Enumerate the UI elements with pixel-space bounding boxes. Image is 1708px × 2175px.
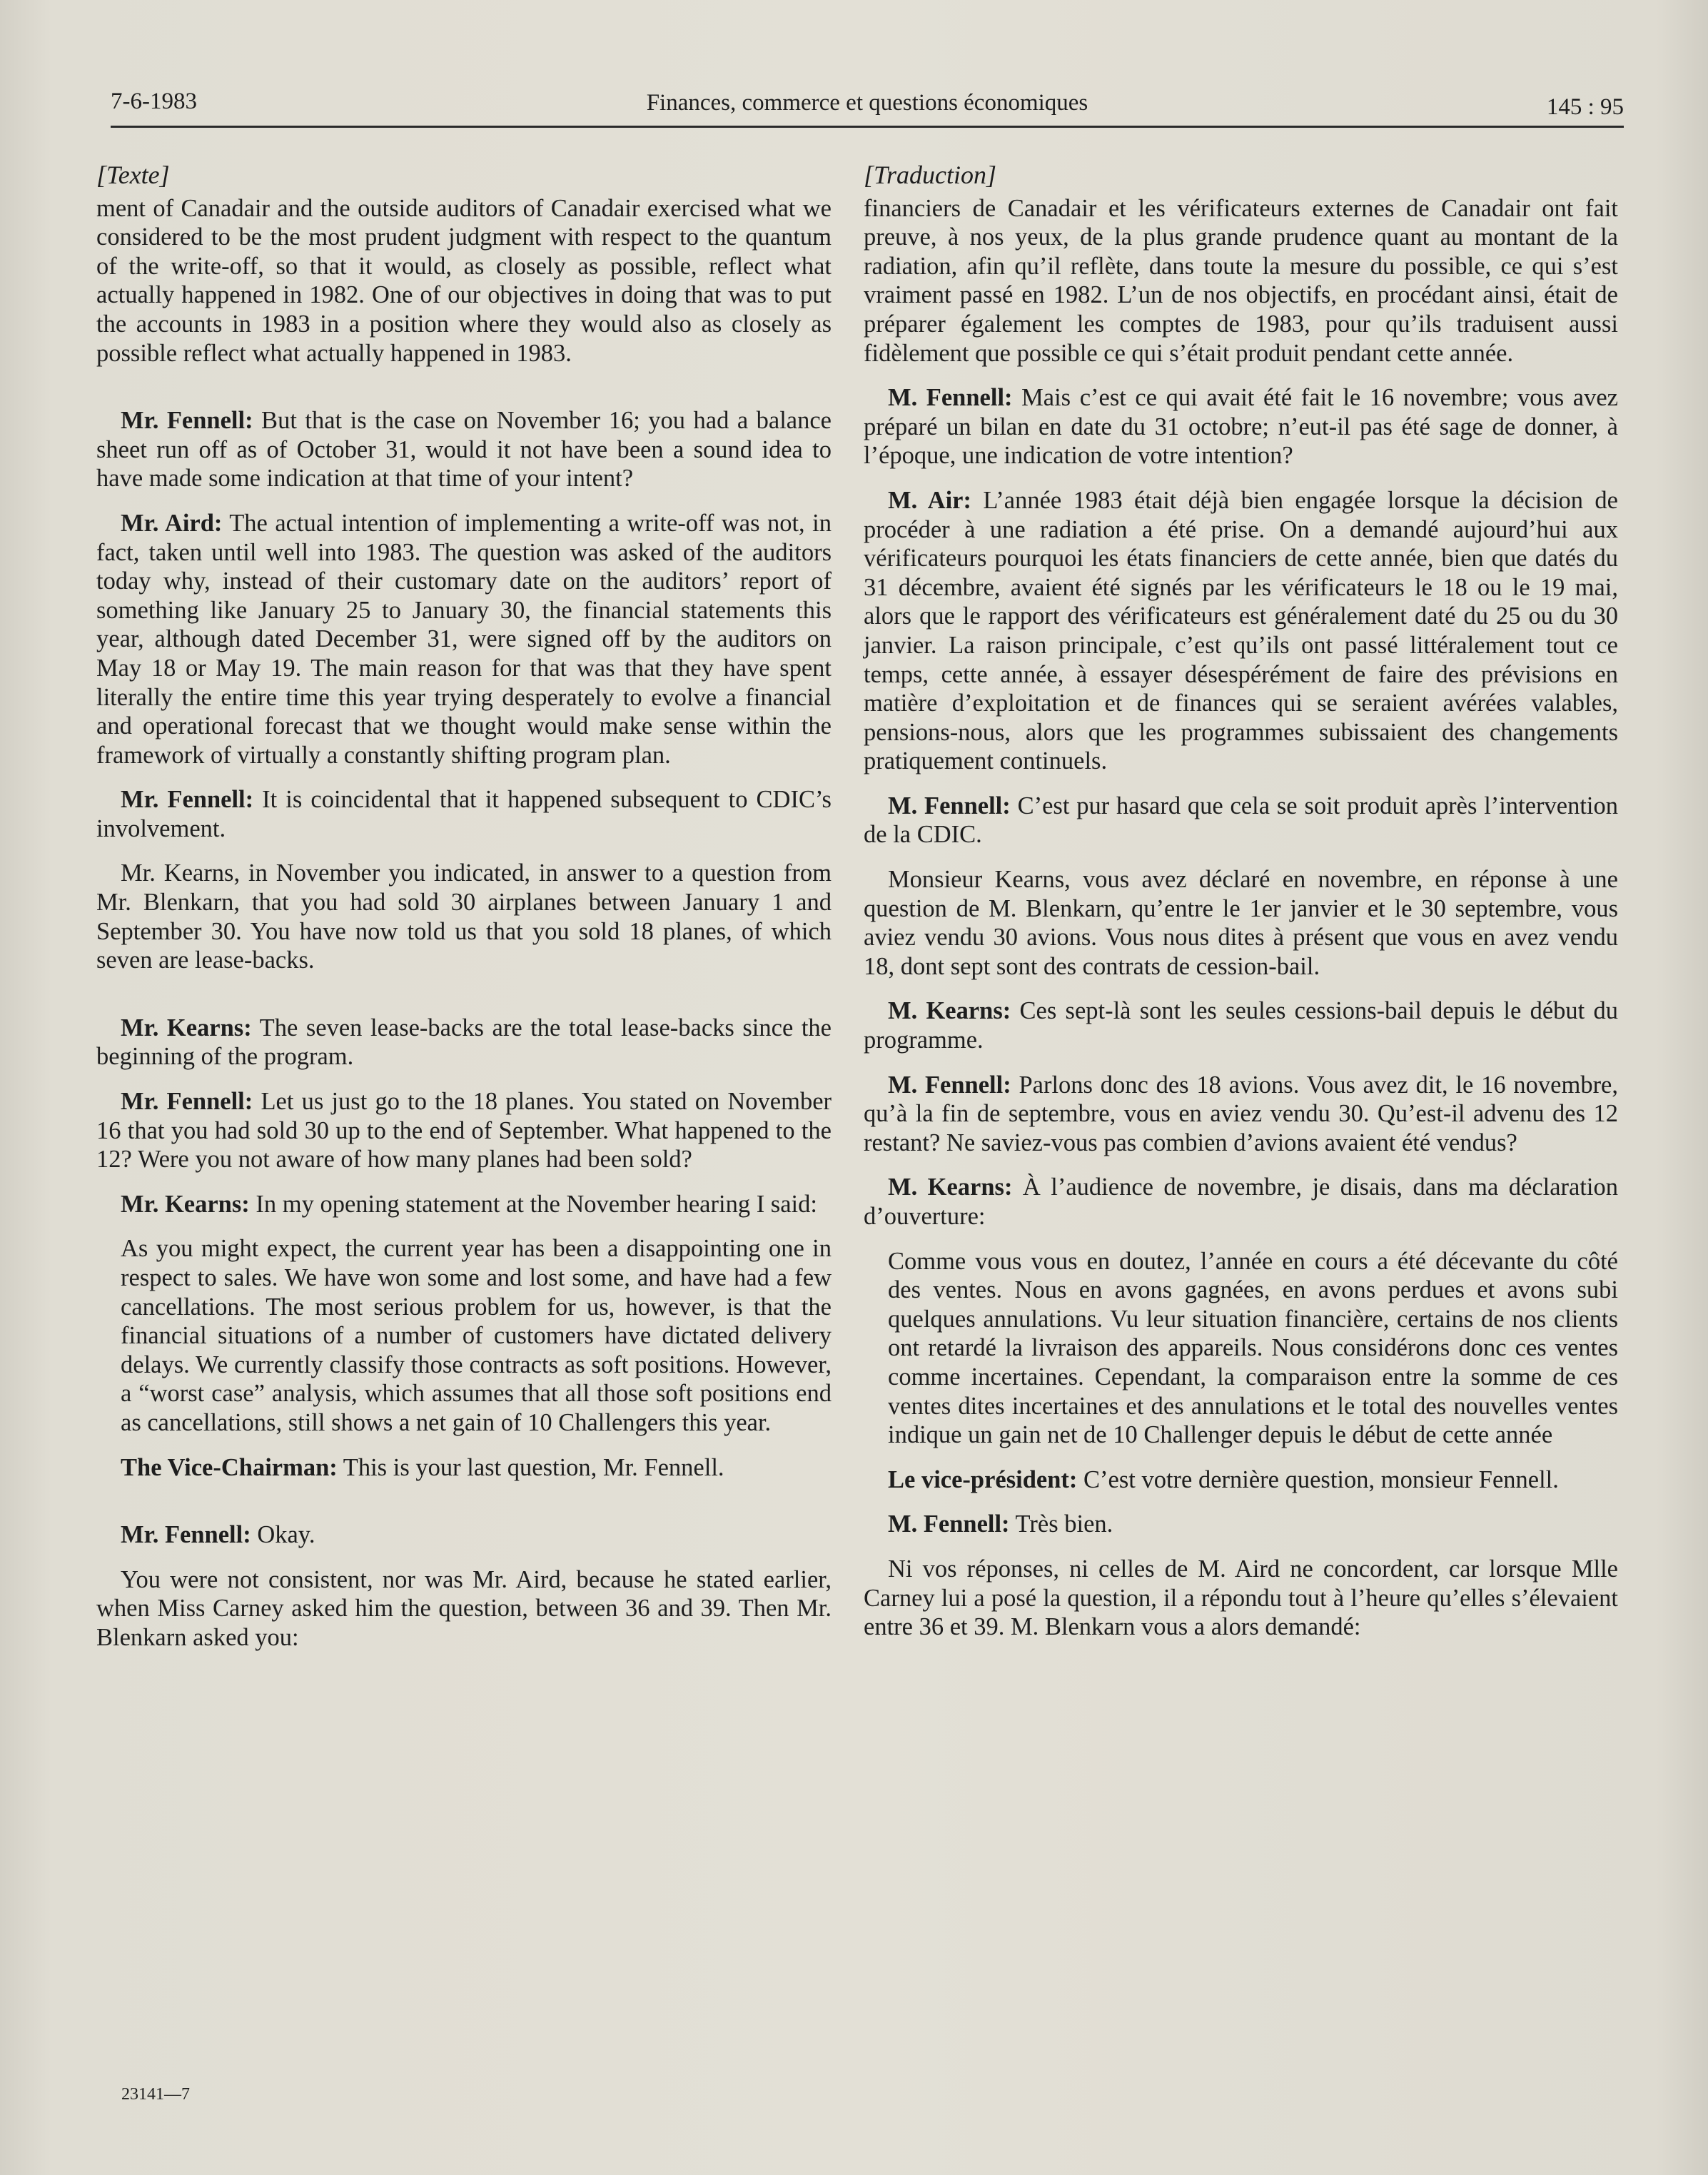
speaker-name: M. Fennell: (888, 384, 1013, 412)
speaker-name: Mr. Kearns: (121, 1014, 252, 1041)
speaker-name: The Vice-Chairman: (121, 1453, 338, 1481)
paragraph: Monsieur Kearns, vous avez déclaré en novembre, en réponse à une question de M. Blenkarn, qu’entre le 1er janvier et le 30 septembre, vous aviez vendu 30 avions. Vous nous dites à présent que vous en avez vendu 18, dont sept sont des contrats de cession-bail. (864, 866, 1618, 980)
page-header (111, 84, 1624, 128)
speaker-name: M. Kearns: (888, 997, 1011, 1025)
paragraph: Mr. Fennell: Okay. (121, 1521, 315, 1549)
paragraph: Mr. Kearns: In my opening statement at the November hearing I said: (121, 1190, 817, 1218)
paragraph: M. Kearns: Ces sept-là sont les seules cessions-bail depuis le début du programme. (864, 997, 1618, 1054)
paragraph: Mr. Kearns, in November you indicated, in answer to a question from Mr. Blenkarn, that you had sold 30 airplanes between January 1 and September 30. You have now told us that you sold 18 planes, of which seven are lease-backs. (96, 859, 832, 974)
paragraph: M. Fennell: Mais c’est ce qui avait été fait le 16 novembre; vous avez préparé un bilan en date du 31 octobre; n’eut-il pas été sage de donner, à l’époque, une indication de votre intention? (864, 384, 1618, 470)
quoted-statement: Comme vous vous en doutez, l’année en cours a été décevante du côté des ventes. Nous en avons gagnées, en avons perdues et avons subi quelques annulations. Vu leur situation financière, certains de nos clients ont retardé la livraison des appareils. Nous considérons donc ces ventes comme incertaines. Cependant, la comparaison entre la somme de ces ventes dites incertaines et des annulations et le total des nouvelles ventes indique un gain net de 10 Challenger depuis le début de cette année (888, 1247, 1618, 1449)
speaker-name: Mr. Fennell: (121, 1088, 253, 1116)
paragraph: financiers de Canadair et les vérificateurs externes de Canadair ont fait preuve, à nos yeux, de la plus grande prudence quant au montant de la radiation, afin qu’il reflète, dans toute la mesure du possible, ce qui s’est vraiment passé en 1982. L’un de nos objectifs, en procédant ainsi, était de préparer également les comptes de 1983, pour qu’ils traduisent aussi fidèlement que possible ce qui s’était produit pendant cette année. (864, 194, 1618, 367)
quoted-statement: As you might expect, the current year has been a disappointing one in respect to sales. We have won some and lost some, and have had a few cancellations. The most serious problem for us, however, is that the financial situations of a number of customers have dictated delivery delays. We currently classify those contracts as soft positions. However, a “worst case” analysis, which assumes that all those soft positions end as cancellations, still shows a net gain of 10 Challengers this year. (121, 1235, 832, 1436)
speaker-name: M. Fennell: (888, 1071, 1011, 1099)
header-page-number: 145 : 95 (1546, 94, 1624, 120)
paragraph: Mr. Fennell: Let us just go to the 18 planes. You stated on November 16 that you had sold 30 up to the end of September. What happened to the 12? Were you not aware of how many planes had been sold? (96, 1088, 832, 1174)
paragraph: Le vice-président: C’est votre dernière question, monsieur Fennell. (888, 1465, 1559, 1493)
speaker-name: M. Fennell: (888, 1510, 1010, 1538)
speaker-name: Mr. Kearns: (121, 1190, 250, 1218)
speaker-name: M. Kearns: (888, 1174, 1013, 1201)
speaker-name: Le vice-président: (888, 1465, 1078, 1493)
paragraph: The Vice-Chairman: This is your last question, Mr. Fennell. (121, 1453, 724, 1481)
paragraph: M. Kearns: À l’audience de novembre, je disais, dans ma déclaration d’ouverture: (864, 1174, 1618, 1230)
paragraph: Mr. Kearns: The seven lease-backs are the total lease-backs since the beginning of the program. (96, 1014, 832, 1071)
speaker-name: M. Air: (888, 486, 971, 514)
speaker-name: Mr. Fennell: (121, 1521, 251, 1549)
paragraph: M. Fennell: Très bien. (888, 1510, 1113, 1538)
french-column-label: [Traduction] (864, 161, 997, 189)
paragraph: ment of Canadair and the outside auditors of Canadair exercised what we considered to be the most prudent judgment with respect to the quantum of the write-off, so that it would, as closely as possible, reflect what actually happened in 1982. One of our objectives in doing that was to put the accounts in 1983 in a position where they would also as closely as possible reflect what actually happened in 1983. (96, 194, 832, 367)
speaker-name: M. Fennell: (888, 792, 1011, 819)
english-column-label: [Texte] (96, 161, 170, 189)
paragraph: M. Fennell: C’est pur hasard que cela se soit produit après l’intervention de la CDIC. (864, 792, 1618, 849)
speaker-name: Mr. Fennell: (121, 407, 253, 435)
paragraph: Mr. Aird: The actual intention of implementing a write-off was not, in fact, taken until well into 1983. The question was asked of the auditors today why, instead of their customary date on the auditors’ report of something like January 25 to January 30, the financial statements this year, although dated December 31, were signed off by the auditors on May 18 or May 19. The main reason for that was that they have spent literally the entire time this year trying desperately to evolve a financial and operational forecast that we thought would make sense within the framework of virtually a constantly shifting program plan. (96, 509, 832, 769)
paragraph: Mr. Fennell: But that is the case on November 16; you had a balance sheet run off as of October 31, would it not have been a sound idea to have made some indication at that time of your intent? (96, 407, 832, 493)
paragraph: Ni vos réponses, ni celles de M. Aird ne concordent, car lorsque Mlle Carney lui a posé la question, il a répondu tout à l’heure qu’elles s’élevaient entre 36 et 39. M. Blenkarn vous a alors demandé: (864, 1555, 1618, 1641)
print-code: 23141—7 (121, 2085, 190, 2104)
header-title: Finances, commerce et questions économiques (646, 90, 1088, 116)
header-date: 7-6-1983 (111, 89, 197, 114)
english-column (96, 161, 832, 1668)
header-rule (111, 126, 1624, 128)
paragraph: M. Fennell: Parlons donc des 18 avions. Vous avez dit, le 16 novembre, qu’à la fin de septembre, vous en aviez vendu 30. Qu’est-il advenu des 12 restant? Ne saviez-vous pas combien d’avions avaient été vendus? (864, 1071, 1618, 1156)
paragraph: You were not consistent, nor was Mr. Aird, because he stated earlier, when Miss Carney asked him the question, between 36 and 39. Then Mr. Blenkarn asked you: (96, 1565, 832, 1651)
speaker-name: Mr. Aird: (121, 509, 223, 537)
speaker-name: Mr. Fennell: (121, 786, 254, 814)
paragraph: M. Air: L’année 1983 était déjà bien engagée lorsque la décision de procéder à une radiation a été prise. On a demandé aujourd’hui aux vérificateurs pourquoi les états financiers de cette année, bien que datés du 31 décembre, avaient été signés par les vérificateurs le 18 ou le 19 mai, alors que le rapport des vérificateurs est généralement daté du 25 ou du 30 janvier. La raison principale, c’est qu’ils ont passé littéralement tout ce temps, cette année, à essayer désespérément de faire des prévisions en matière d’exploitation et de finances qui se seraient avérées valables, pensions-nous, alors que les programmes subissaient des changements pratiquement continuels. (864, 486, 1618, 775)
paragraph: Mr. Fennell: It is coincidental that it happened subsequent to CDIC’s involvement. (96, 786, 832, 842)
french-column (864, 161, 1618, 1657)
